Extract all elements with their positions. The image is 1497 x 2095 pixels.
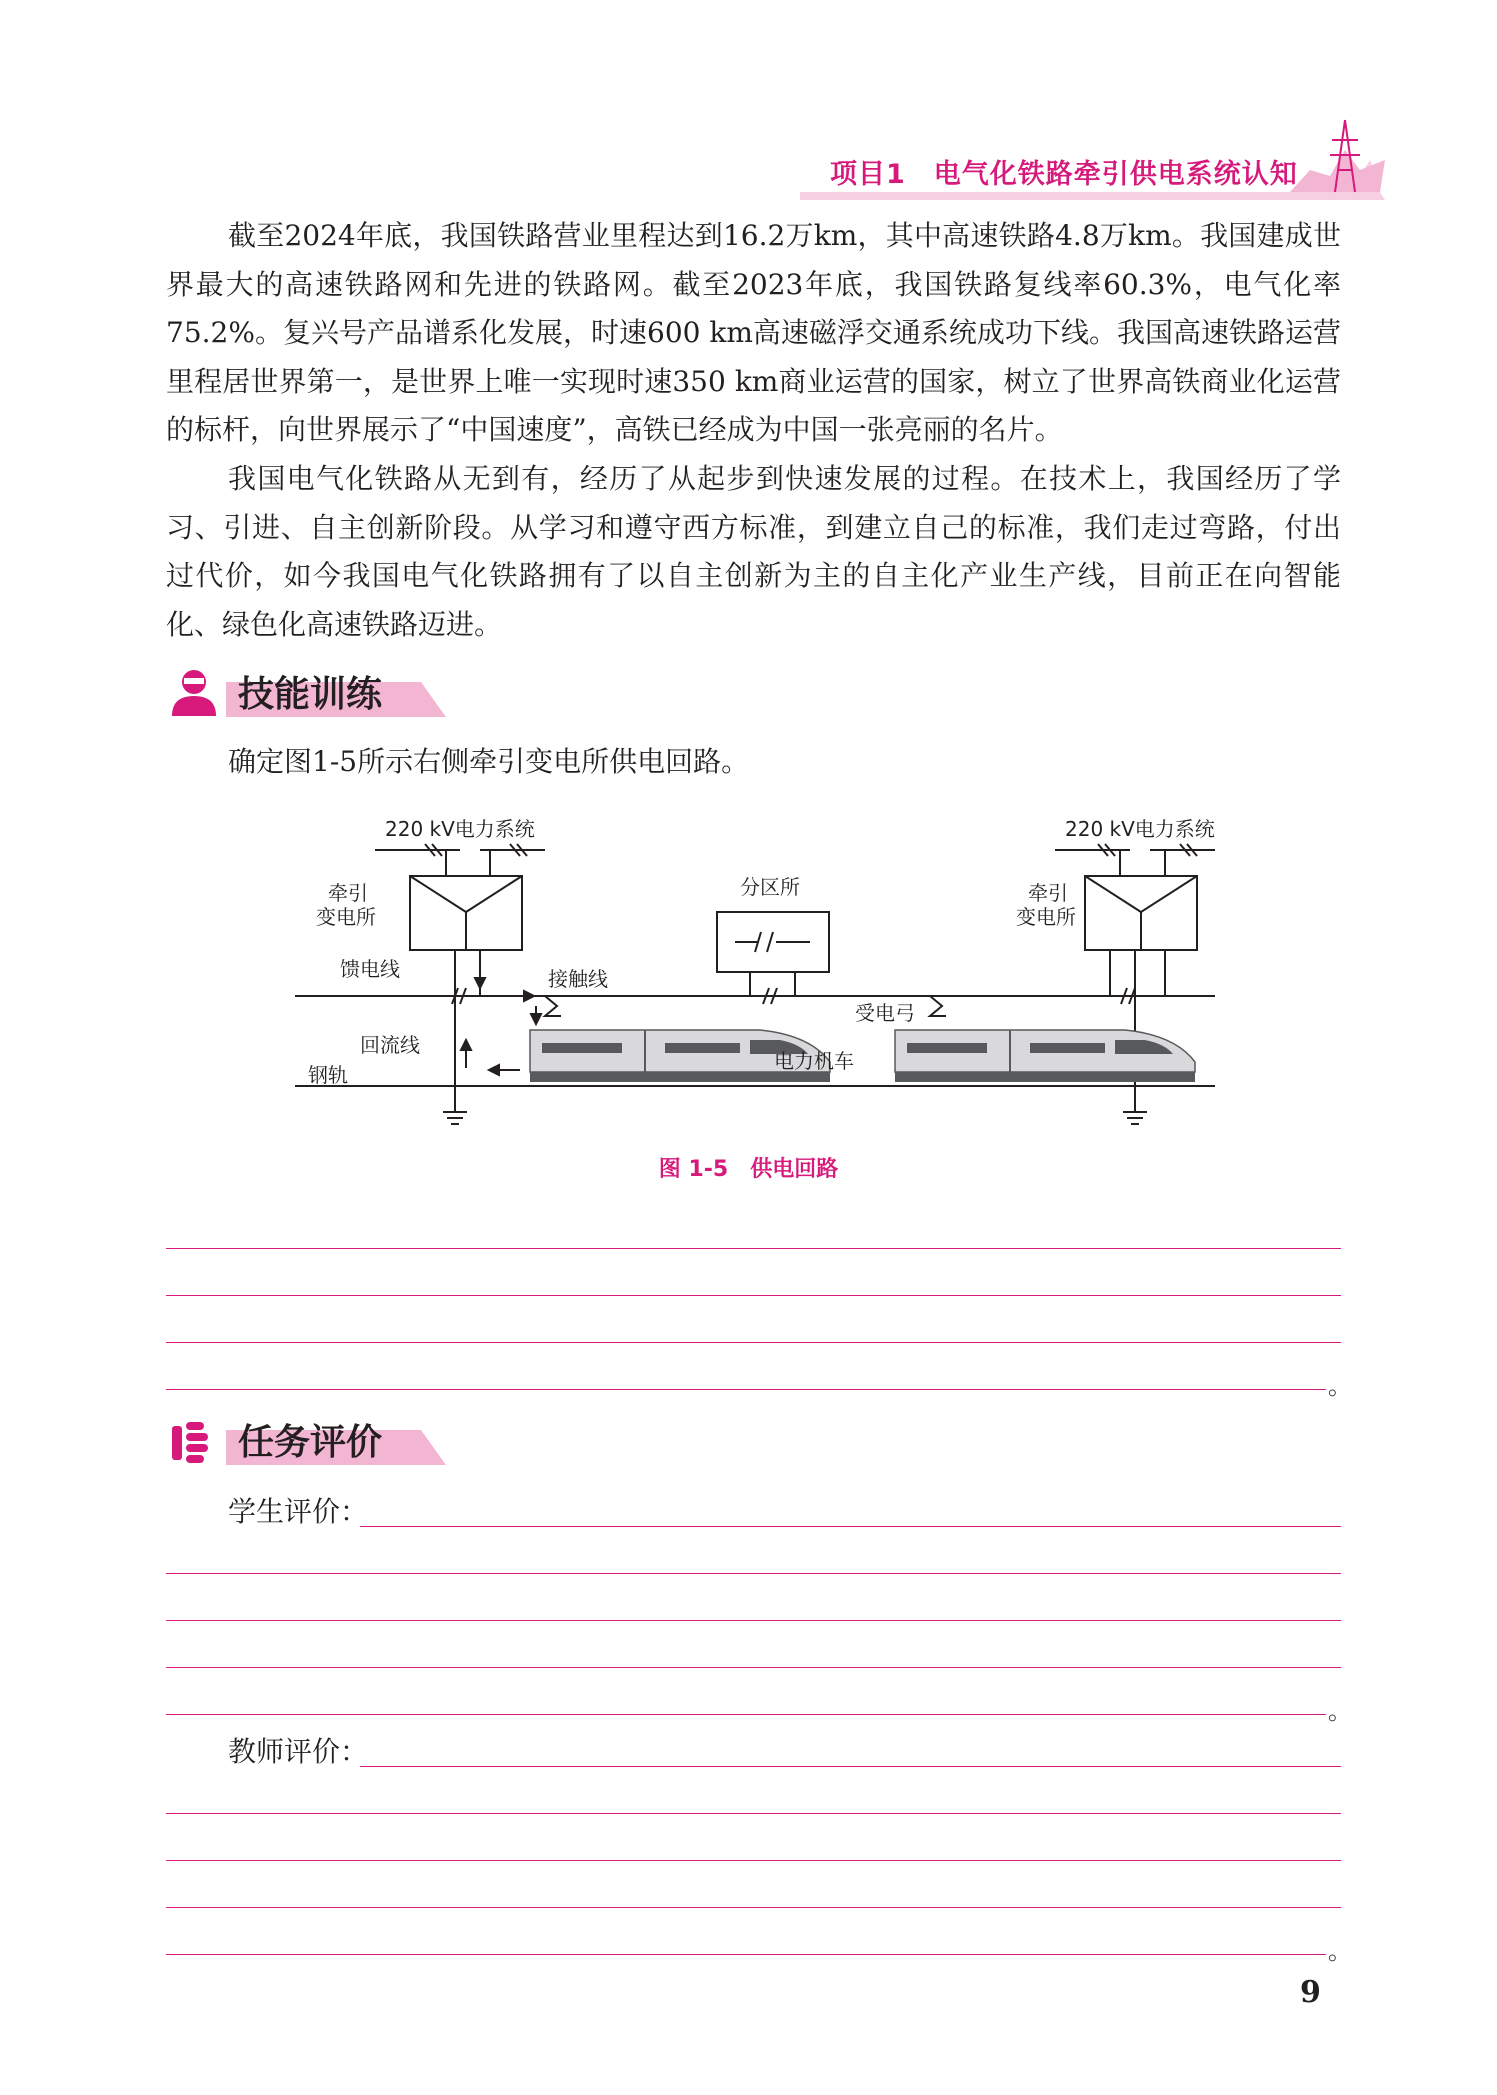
answer-line	[166, 1248, 1341, 1249]
label-substation-left-2: 变电所	[316, 905, 376, 929]
answer-line	[166, 1573, 1341, 1574]
paragraph-2: 我国电气化铁路从无到有，经历了从起步到快速发展的过程。在技术上，我国经历了学习、引进、自主创新阶段。从学习和遵守西方标准，到建立自己的标准，我们走过弯路，付出过代价，如今我国电气化铁路拥有了以自主创新为主的自主化产业生产线，目前正在向智能化、绿色化高速铁路迈进。	[166, 462, 1341, 641]
end-period: 。	[1328, 1937, 1352, 1965]
label-return-line: 回流线	[360, 1033, 420, 1057]
answer-line	[166, 1667, 1341, 1668]
paragraph-1: 截至2024年底，我国铁路营业里程达到16.2万km，其中高速铁路4.8万km。我国建成世界最大的高速铁路网和先进的铁路网。截至2023年底，我国铁路复线率60.3%，电气化率75.2%。复兴号产品谱系化发展，时速600 km高速磁浮交通系统成功下线。我国高速铁路运营里程居世界第一，是世界上唯一实现时速350 km商业运营的国家，树立了世界高铁商业化运营的标杆，向世界展示了“中国速度”，高铁已经成为中国一张亮丽的名片。	[166, 219, 1341, 446]
label-rail: 钢轨	[308, 1063, 348, 1087]
label-sectioning-post: 分区所	[740, 875, 800, 899]
teacher-eval-label: 教师评价：	[228, 1735, 369, 1768]
label-substation-right-1: 牵引	[1028, 881, 1068, 905]
label-substation-left-1: 牵引	[328, 881, 368, 905]
power-supply-diagram	[280, 800, 1230, 1140]
answer-line	[166, 1620, 1341, 1621]
label-power-right: 220 kV电力系统	[1065, 817, 1215, 841]
label-power-left: 220 kV电力系统	[385, 817, 535, 841]
label-pantograph: 受电弓	[855, 1001, 915, 1025]
label-substation-right-2: 变电所	[1016, 905, 1076, 929]
header-title: 项目1 电气化铁路牵引供电系统认知	[830, 159, 1298, 190]
answer-line	[166, 1860, 1341, 1861]
evaluation-title: 任务评价	[238, 1422, 383, 1463]
evaluation-heading	[166, 1410, 456, 1468]
label-locomotive: 电力机车	[774, 1049, 854, 1073]
end-period: 。	[1328, 1372, 1352, 1400]
skills-task: 确定图1-5所示右侧牵引变电所供电回路。	[228, 745, 750, 778]
answer-line	[166, 1295, 1341, 1296]
answer-line	[166, 1954, 1326, 1955]
answer-line	[166, 1342, 1341, 1343]
train-right	[895, 1030, 1195, 1082]
worker-icon	[172, 670, 216, 716]
sectioning-post-box	[717, 912, 829, 972]
skills-title: 技能训练	[238, 674, 383, 715]
answer-line	[166, 1813, 1341, 1814]
answer-line	[360, 1766, 1341, 1767]
student-eval-label: 学生评价：	[228, 1495, 369, 1528]
page-number: 9	[1300, 1975, 1321, 2010]
label-contact-wire: 接触线	[548, 967, 608, 991]
answer-line	[166, 1907, 1341, 1908]
thumbs-icon	[172, 1422, 208, 1463]
answer-line	[166, 1714, 1326, 1715]
figure-caption: 图 1-5 供电回路	[658, 1157, 839, 1182]
end-period: 。	[1328, 1697, 1352, 1725]
label-feeder: 馈电线	[340, 957, 400, 981]
current-arrows	[461, 960, 541, 1075]
answer-line	[360, 1526, 1341, 1527]
answer-line	[166, 1389, 1326, 1390]
skills-heading	[166, 662, 456, 720]
